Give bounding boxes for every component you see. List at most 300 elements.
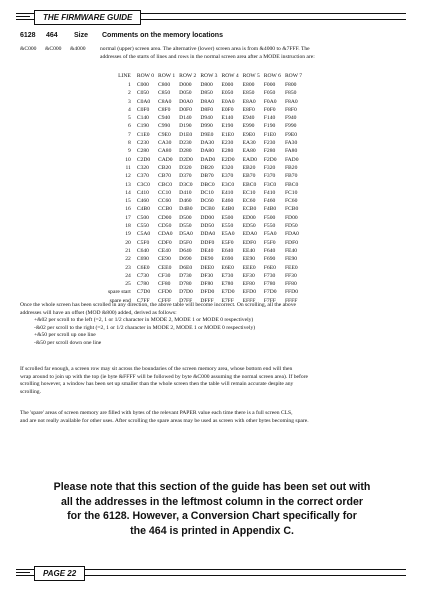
address-cell: D280	[179, 148, 192, 155]
address-cell: D9E0	[200, 131, 214, 138]
line-label: 20	[125, 239, 131, 246]
address-cell: D6E0	[179, 264, 193, 271]
address-cell: C5F0	[136, 239, 150, 246]
address-cell: E730	[221, 272, 234, 279]
table-row	[108, 89, 306, 97]
address-cell: FC10	[284, 189, 298, 196]
address-cell: C940	[158, 115, 171, 122]
address-cell: CD00	[158, 214, 172, 221]
address-cell: EB70	[242, 173, 256, 180]
address-cell: F000	[263, 82, 276, 88]
address-cell: E500	[221, 214, 234, 221]
address-cell: E320	[221, 164, 234, 171]
address-cell: E7D0	[221, 289, 235, 296]
table-row	[108, 189, 306, 197]
address-cell: D460	[179, 198, 192, 205]
address-cell: DB70	[200, 173, 214, 180]
address-cell: F550	[263, 223, 276, 230]
address-cell: ED50	[242, 223, 256, 230]
address-cell: FB70	[284, 173, 298, 180]
address-cell: F640	[263, 247, 276, 254]
address-cell: E190	[221, 123, 234, 130]
address-cell: D050	[179, 90, 192, 97]
address-cell: E5A0	[221, 231, 235, 238]
address-cell: C9E0	[158, 131, 171, 138]
address-cell: C7D0	[136, 289, 151, 296]
table-row	[108, 164, 306, 172]
address-cell: F850	[284, 90, 297, 97]
address-cell: E7FF	[221, 297, 234, 304]
address-cell: DA80	[200, 148, 214, 155]
address-cell: E3C0	[221, 181, 235, 188]
line-label: 15	[125, 198, 131, 205]
address-cell: E8A0	[242, 98, 256, 105]
address-cell: DFD0	[200, 289, 215, 296]
line-label: 1	[128, 82, 131, 88]
address-cell: E2D0	[221, 156, 235, 163]
line-label: 24	[125, 272, 131, 279]
table-header-row-2: ROW 2	[179, 73, 197, 79]
address-cell: ECB0	[242, 206, 257, 213]
address-cell: CCB0	[158, 206, 172, 213]
address-cell: E0A0	[221, 98, 235, 105]
address-cell: F1E0	[263, 131, 276, 138]
address-cell: E640	[221, 247, 234, 254]
table-row	[108, 288, 306, 296]
address-cell: D990	[200, 123, 213, 130]
address-cell: F140	[263, 115, 276, 122]
address-cell: F0A0	[263, 98, 277, 105]
address-cell: CC10	[158, 189, 172, 196]
address-cell: E780	[221, 281, 234, 288]
address-cell: F370	[263, 173, 276, 180]
address-cell: CB20	[158, 164, 172, 171]
table-header-row-3: ROW 3	[200, 73, 218, 79]
paragraph-line: scrolling however, a window has been set up smaller than the whole screen then the table will remain accurate despite any	[20, 381, 294, 388]
address-cell: D8F0	[200, 106, 214, 113]
line-label: 17	[125, 214, 131, 221]
address-cell: D0F0	[179, 106, 192, 113]
address-cell: EC60	[242, 198, 256, 205]
address-cell: CB70	[158, 173, 172, 180]
line-label: 6	[128, 123, 131, 130]
address-cell: E460	[221, 198, 234, 205]
table-row	[108, 280, 306, 288]
table-row	[108, 147, 306, 155]
address-cell: D7D0	[179, 289, 193, 296]
address-cell: D940	[200, 115, 213, 122]
table-row	[108, 222, 306, 230]
address-cell: C8A0	[158, 98, 172, 105]
address-cell: EF30	[242, 272, 255, 279]
address-cell: C6E0	[136, 264, 150, 271]
line-label: 13	[125, 181, 131, 188]
address-cell: C5A0	[136, 231, 151, 238]
address-cell: C2D0	[136, 156, 151, 163]
address-cell: F3C0	[263, 181, 277, 188]
address-cell: CC60	[158, 198, 172, 205]
address-cell: FF80	[284, 281, 297, 288]
address-cell: CD50	[158, 223, 172, 230]
address-cell: CF30	[158, 272, 171, 279]
conversion-note	[22, 480, 402, 538]
address-cell: CFFF	[158, 297, 172, 304]
table-row	[108, 230, 306, 238]
address-cell: EEE0	[242, 264, 256, 271]
address-cell: E000	[221, 82, 234, 88]
address-cell: F940	[284, 115, 297, 122]
address-cell: F7D0	[263, 289, 277, 296]
address-cell: E5F0	[221, 239, 234, 246]
line-label: 9	[128, 148, 131, 155]
address-cell: C850	[158, 90, 171, 97]
address-cell: EA80	[242, 148, 256, 155]
address-cell: CBC0	[158, 181, 172, 188]
table-row	[108, 98, 306, 106]
table-header-row-7: ROW 7	[284, 73, 303, 79]
address-cell: FFFF	[284, 297, 298, 304]
address-cell: E230	[221, 140, 234, 147]
table-header-row-5: ROW 5	[242, 73, 260, 79]
address-cell: D500	[179, 214, 192, 221]
address-cell: D730	[179, 272, 192, 279]
address-cell: DD50	[200, 223, 214, 230]
table-row	[108, 131, 306, 139]
line-label: 23	[125, 264, 131, 271]
address-cell: EDF0	[242, 239, 256, 246]
address-cell: D3C0	[179, 181, 193, 188]
address-cell: C000	[136, 82, 149, 88]
line-label: 4	[128, 106, 131, 113]
address-cell: D5F0	[179, 239, 192, 246]
address-cell: D190	[179, 123, 192, 130]
address-cell: F230	[263, 140, 276, 147]
address-cell: CE90	[158, 256, 171, 263]
address-cell: D690	[179, 256, 192, 263]
address-cell: C800	[158, 82, 171, 88]
address-cell: CDF0	[158, 239, 172, 246]
address-cell: D2D0	[179, 156, 193, 163]
address-cell: E1E0	[221, 131, 234, 138]
address-cell: E050	[221, 90, 234, 97]
address-cell: F320	[263, 164, 276, 171]
address-cell: F500	[263, 214, 276, 221]
address-cell: FE40	[284, 247, 298, 254]
page-footer	[16, 566, 406, 580]
address-cell: C990	[158, 123, 171, 130]
address-cell: D320	[179, 164, 192, 171]
address-cell: C320	[136, 164, 149, 171]
address-cell: C370	[136, 173, 149, 180]
address-cell: D850	[200, 90, 213, 97]
address-cell: EDA0	[242, 231, 257, 238]
address-cell: D8A0	[200, 98, 214, 105]
table-row	[108, 106, 306, 114]
address-cell: DD00	[200, 214, 214, 221]
address-cell: C690	[136, 256, 149, 263]
line-label: 21	[125, 247, 131, 254]
address-cell: FB20	[284, 164, 298, 171]
address-cell: F990	[284, 123, 297, 130]
table-row	[108, 197, 306, 205]
table-row	[108, 272, 306, 280]
note-line: all the addresses in the leftmost column in the correct order	[61, 495, 363, 508]
address-cell: FFD0	[284, 289, 298, 296]
address-cell: DE40	[200, 247, 214, 254]
table-header-row-6: ROW 6	[263, 73, 281, 79]
paragraph-line: Once the whole screen has been scrolled in any direction, the above table will become incorrect. On scrolling, all the above	[20, 302, 297, 308]
address-cell: EF80	[242, 281, 255, 288]
address-cell: FE90	[284, 256, 298, 263]
paragraph-line: and are not really available for other uses. After scrolling the spare areas may be used as screen with other bytes becoming spare.	[20, 417, 309, 424]
column-heading-464: 464	[46, 32, 58, 39]
address-cell: C500	[136, 214, 149, 221]
address-cell: E550	[221, 223, 234, 230]
address-cell: EE90	[242, 256, 256, 263]
page-header	[16, 10, 406, 24]
address-cell: CFD0	[158, 289, 172, 296]
address-cell: DE90	[200, 256, 214, 263]
table-header-row-1: ROW 1	[158, 73, 176, 79]
address-cell: D5A0	[179, 231, 193, 238]
line-label: spare start	[108, 289, 131, 296]
address-cell: F280	[263, 148, 276, 155]
intro-line: normal (upper) screen area. The alternative (lower) screen area is from &4000 to &7FFF. The	[100, 46, 310, 52]
table-row	[108, 264, 306, 272]
address-cell: F6E0	[263, 264, 276, 271]
address-cell: DA30	[200, 140, 214, 147]
address-cell: DF80	[200, 281, 214, 288]
address-cell: D780	[179, 281, 192, 288]
address-cell: C140	[136, 115, 149, 122]
table-header-row-4: ROW 4	[221, 73, 239, 79]
address-cell: C410	[136, 189, 149, 196]
address-cell: CE40	[158, 247, 171, 254]
address-cell: D370	[179, 173, 192, 180]
table-row	[108, 214, 306, 222]
note-line: Please note that this section of the guide has been set out with	[53, 481, 371, 493]
line-label: 18	[125, 223, 131, 230]
address-cell: DCB0	[200, 206, 215, 213]
address-cell: FF30	[284, 272, 297, 279]
address-cell: C460	[136, 198, 149, 205]
address-cell: C1E0	[136, 131, 150, 138]
address-cell: F780	[263, 281, 276, 288]
address-cell: FC60	[284, 198, 298, 205]
address-cell: E9E0	[242, 131, 256, 138]
address-cell: E850	[242, 90, 255, 97]
wrap-paragraph	[20, 366, 404, 396]
address-cell: C0A0	[136, 98, 151, 105]
address-cell: F460	[263, 198, 276, 205]
line-label: 7	[128, 131, 131, 138]
address-cell: E370	[221, 173, 234, 180]
address-cell: F050	[263, 90, 276, 97]
address-cell: E4B0	[221, 206, 235, 213]
table-header-line: LINE	[118, 73, 131, 79]
table-row	[108, 255, 306, 263]
paragraph-line: If scrolled far enough, a screen row may sit across the boundaries of the screen memory area, whose bottom end will then	[20, 366, 293, 372]
size-value: &4000	[70, 46, 86, 52]
address-cell: DEE0	[200, 264, 214, 271]
paragraph-line: wrap around to join up with the top (ie byte &FFFF will be followed by byte &C000 assuming the normal screen area). If before	[20, 373, 309, 380]
line-label: spare end	[109, 297, 131, 304]
column-heading-comments: Comments on the memory locations	[102, 32, 223, 39]
address-cell: FA30	[284, 140, 298, 147]
address-cell: F9E0	[284, 131, 298, 138]
scroll-paragraph	[20, 302, 404, 348]
address-cell: FEE0	[284, 264, 298, 271]
address-cell: EFFF	[242, 297, 256, 304]
address-cell: C280	[136, 148, 149, 155]
paragraph-line: addresses will have an offset (MOD &800) added, derived as follows:	[20, 309, 177, 316]
address-cell: D1E0	[179, 131, 193, 138]
table-row	[108, 81, 306, 89]
address-cell: DF30	[200, 272, 214, 279]
column-heading-size: Size	[74, 32, 89, 39]
address-cell: C190	[136, 123, 149, 130]
address-cell: F7FF	[263, 297, 276, 304]
column-heading-6128: 6128	[20, 32, 36, 39]
line-label: 5	[128, 115, 131, 122]
address-cell: FD50	[284, 223, 298, 230]
line-label: 2	[128, 90, 131, 97]
table-header-row-0: ROW 0	[136, 73, 154, 79]
address-cell: EC10	[242, 189, 256, 196]
offset-item: +&02 per scroll to the left (=2, 1 or 1/2 character in MODE 2, MODE 1 or MODE 0 respectively)	[34, 317, 254, 324]
page-number: PAGE 22	[34, 566, 85, 581]
table-row	[108, 239, 306, 247]
address-cell: F5F0	[263, 239, 276, 246]
address-cell: C3C0	[136, 181, 150, 188]
address-cell: FBC0	[284, 181, 299, 188]
address-cell: FA80	[284, 148, 298, 155]
address-cell: F8F0	[284, 106, 297, 113]
address-cell: EB20	[242, 164, 256, 171]
table-row	[108, 205, 306, 213]
table-row	[108, 139, 306, 147]
address-cell: C050	[136, 90, 149, 97]
address-cell: D000	[179, 82, 192, 88]
header-title: THE FIRMWARE GUIDE	[34, 10, 141, 25]
line-label: 16	[125, 206, 131, 213]
address-cell: E690	[221, 256, 234, 263]
address-cell: E280	[221, 148, 234, 155]
address-cell: CA80	[158, 148, 172, 155]
address-cell: E8F0	[242, 106, 255, 113]
address-cell: C8F0	[158, 106, 171, 113]
address-cell: CAD0	[158, 156, 173, 163]
address-cell: CEE0	[158, 264, 172, 271]
address-cell: DC10	[200, 189, 214, 196]
address-cell: D550	[179, 223, 192, 230]
address-cell: C730	[136, 272, 149, 279]
address-cell: C780	[136, 281, 149, 288]
note-line: the 464 is printed in Appendix C.	[130, 524, 294, 537]
table-row	[108, 114, 306, 122]
address-cell: DFFF	[200, 297, 214, 304]
address-cell: C4B0	[136, 206, 150, 213]
address-cell: C640	[136, 247, 149, 254]
line-label: 3	[128, 98, 131, 105]
line-label: 14	[125, 189, 131, 196]
address-cell: D7FF	[179, 297, 193, 304]
address-cell: DAD0	[200, 156, 216, 163]
line-label: 25	[125, 281, 131, 288]
address-cell: E940	[242, 115, 255, 122]
address-cell: D230	[179, 140, 192, 147]
note-line: for the 6128. However, a Conversion Chart specifically for	[67, 510, 357, 523]
address-cell: CDA0	[158, 231, 173, 238]
address-cell: F0F0	[263, 106, 276, 113]
line-label: 12	[125, 173, 131, 180]
table-header-row	[108, 72, 306, 81]
address-cell: EBC0	[242, 181, 257, 188]
address-cell: FCB0	[284, 206, 299, 213]
address-cell: EE40	[242, 247, 256, 254]
address-cell: FD00	[284, 214, 298, 221]
table-row	[108, 172, 306, 180]
address-cell: EAD0	[242, 156, 257, 163]
address-cell: DBC0	[200, 181, 215, 188]
address-cell: E410	[221, 189, 234, 196]
line-label: 8	[128, 140, 131, 147]
address-cell: D0A0	[179, 98, 193, 105]
address-cell: DC60	[200, 198, 214, 205]
address-cell: C7FF	[136, 297, 150, 304]
address-cell: D4B0	[179, 206, 193, 213]
address-cell: F4B0	[263, 206, 277, 213]
offset-item: -&50 per scroll down one line	[34, 339, 102, 346]
line-label: 22	[125, 256, 131, 263]
address-cell: E140	[221, 115, 234, 122]
address-6128: &C000	[20, 46, 37, 52]
address-cell: D640	[179, 247, 192, 254]
intro-line: addresses of the starts of lines and rows in the normal screen area after a MODE instruction are:	[100, 53, 315, 60]
address-cell: D140	[179, 115, 192, 122]
address-cell: FAD0	[284, 156, 299, 163]
line-label: 11	[125, 164, 131, 171]
address-cell: D800	[200, 82, 213, 88]
address-cell: C0F0	[136, 106, 150, 113]
address-cell: F5A0	[263, 231, 277, 238]
address-464: &C000	[45, 46, 62, 52]
address-cell: E800	[242, 82, 255, 88]
address-cell: FDA0	[284, 231, 299, 238]
address-cell: D410	[179, 189, 192, 196]
address-cell: E0F0	[221, 106, 234, 113]
address-cell: F190	[263, 123, 276, 130]
address-cell: DB20	[200, 164, 214, 171]
paragraph-line: scrolling.	[20, 388, 41, 395]
address-cell: F730	[263, 272, 276, 279]
address-cell: EA30	[242, 140, 256, 147]
address-cell: ED00	[242, 214, 256, 221]
offset-item: -&02 per scroll to the right (=2, 1 or 1/2 character in MODE 2, MODE 1 or MODE 0 respectively)	[34, 324, 256, 331]
paragraph-line: The 'spare' areas of screen memory are filled with bytes of the relevant PAPER value each time there is a full screen CLS,	[20, 410, 293, 416]
address-cell: F8A0	[284, 98, 298, 105]
address-cell: F410	[263, 189, 276, 196]
address-cell: F690	[263, 256, 276, 263]
address-cell: C230	[136, 140, 149, 147]
table-row	[108, 122, 306, 130]
table-row	[108, 156, 306, 164]
address-cell: CF80	[158, 281, 171, 288]
spare-paragraph	[20, 410, 404, 425]
address-cell: EFD0	[242, 289, 256, 296]
address-cell: CA30	[158, 140, 172, 147]
address-cell: FDF0	[284, 239, 298, 246]
